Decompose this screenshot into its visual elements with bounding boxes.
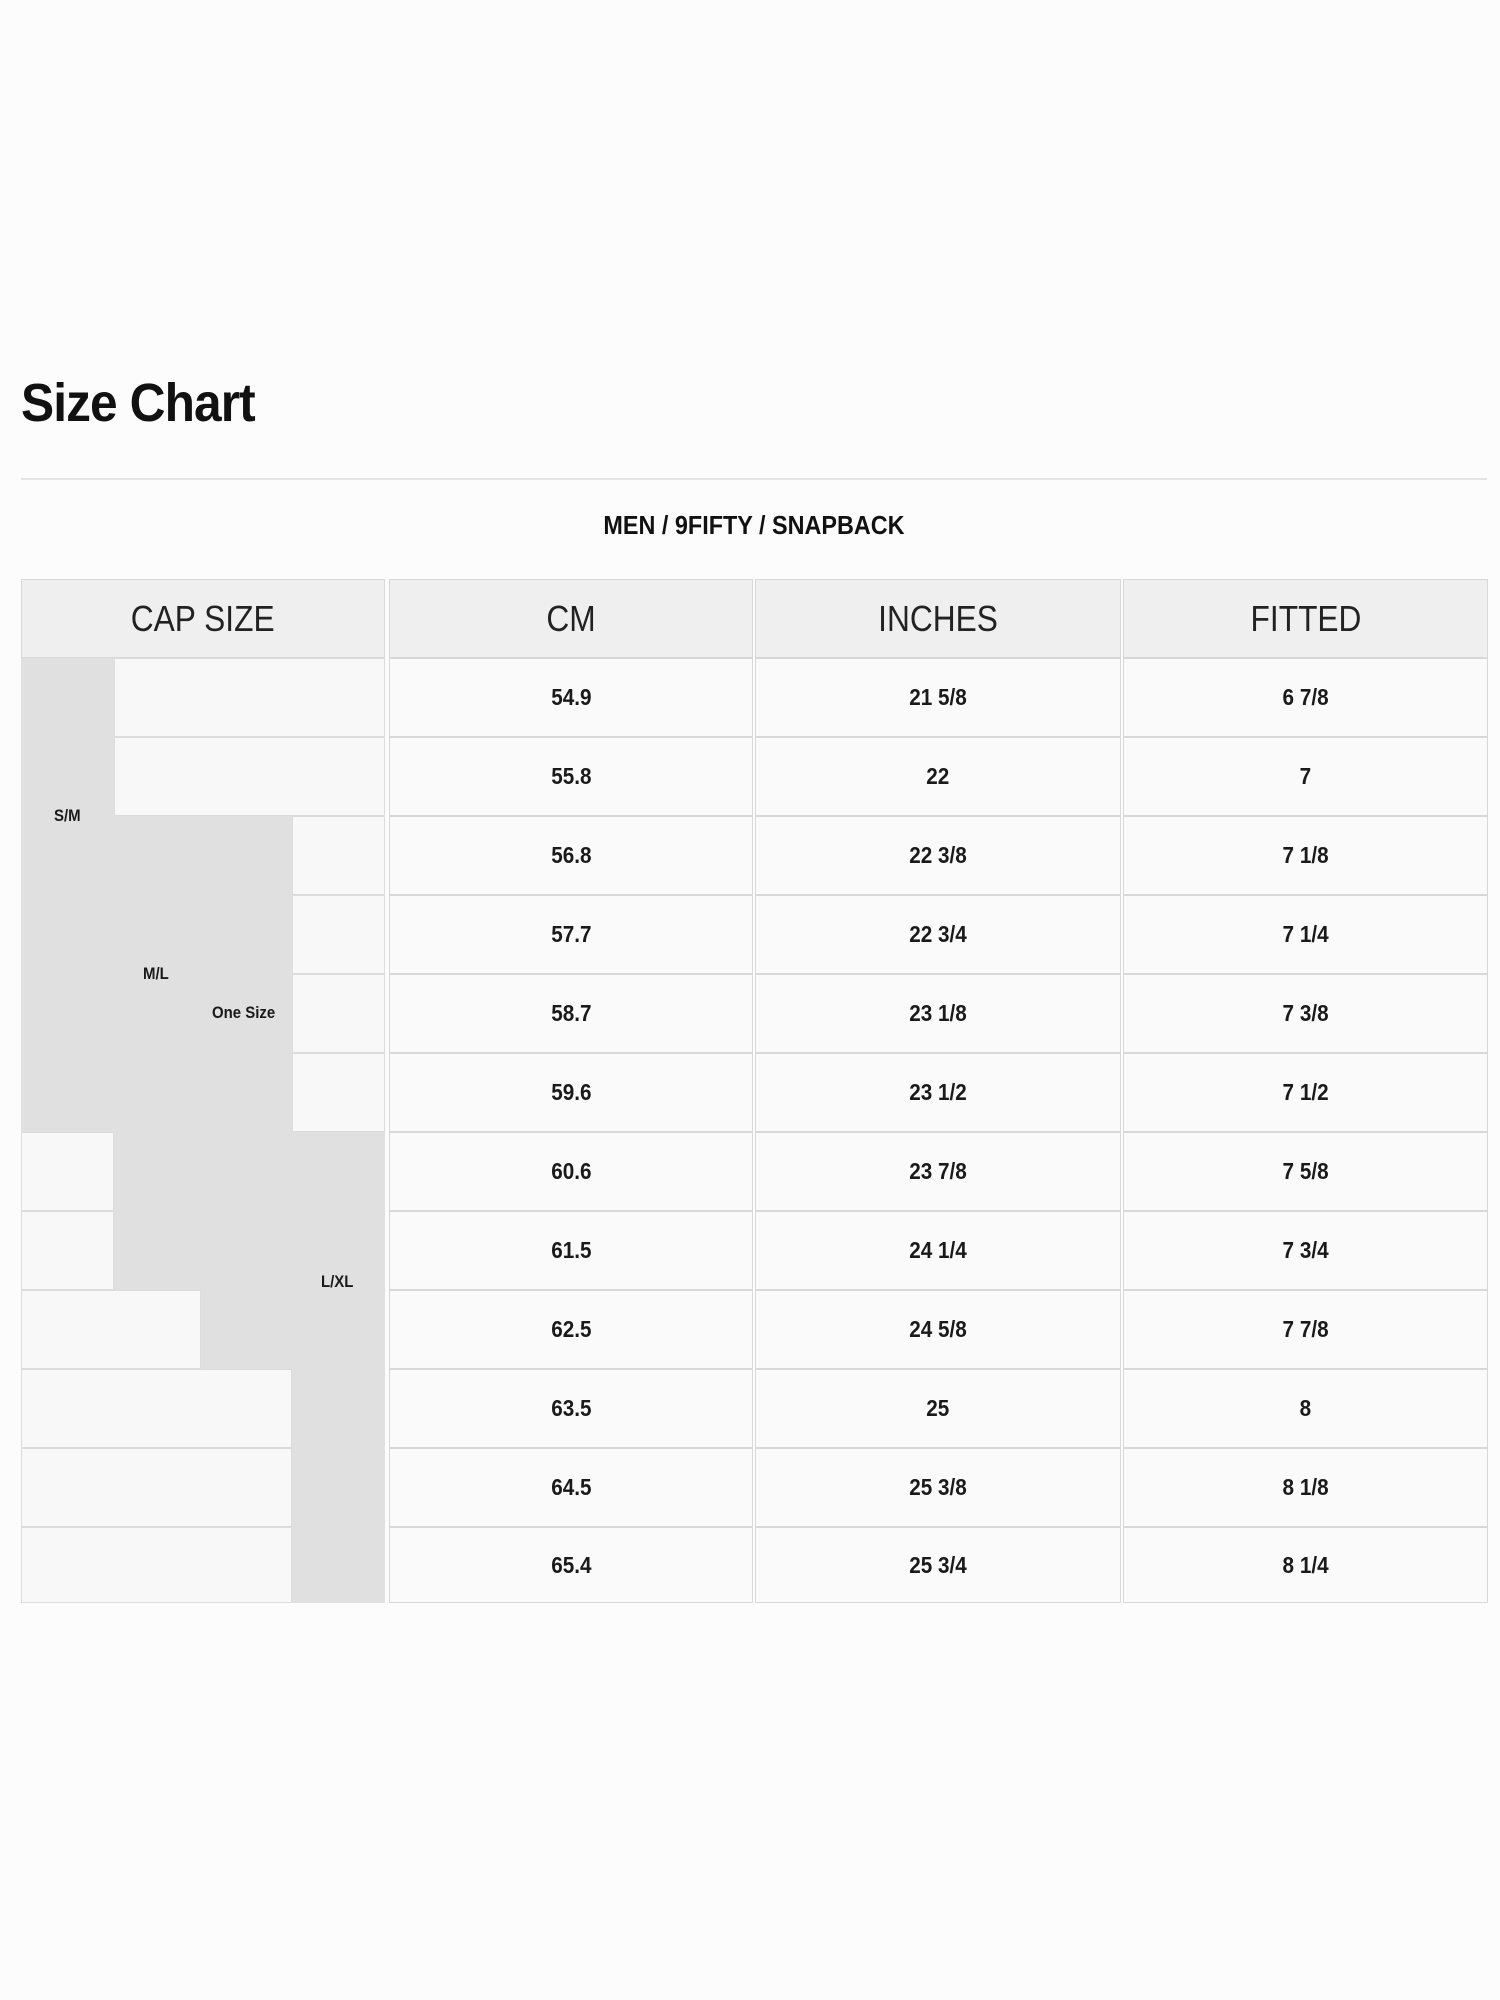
cap-empty-cell — [114, 658, 385, 737]
cm-cell: 62.5 — [389, 1290, 753, 1369]
cap-empty-cell — [21, 1290, 201, 1369]
header-cap-size: CAP SIZE — [21, 579, 385, 658]
inches-cell: 23 7/8 — [755, 1132, 1121, 1211]
cap-empty-cell — [21, 1527, 292, 1603]
cm-cell: 65.4 — [389, 1527, 753, 1603]
cap-size-label-sm: S/M — [54, 806, 81, 825]
inches-cell: 22 3/4 — [755, 895, 1121, 974]
cap-empty-cell — [292, 974, 385, 1053]
cm-cell: 54.9 — [389, 658, 753, 737]
page-title: Size Chart — [21, 373, 255, 433]
inches-cell: 25 — [755, 1369, 1121, 1448]
cm-cell: 58.7 — [389, 974, 753, 1053]
fitted-cell: 6 7/8 — [1123, 658, 1488, 737]
cm-cell: 56.8 — [389, 816, 753, 895]
header-inches: INCHES — [755, 579, 1121, 658]
size-chart-table — [21, 579, 1488, 1603]
inches-cell: 23 1/8 — [755, 974, 1121, 1053]
cm-cell: 55.8 — [389, 737, 753, 816]
cap-empty-cell — [21, 1211, 114, 1290]
cm-cell: 64.5 — [389, 1448, 753, 1527]
fitted-cell: 8 1/4 — [1123, 1527, 1488, 1603]
inches-cell: 21 5/8 — [755, 658, 1121, 737]
fitted-cell: 7 1/8 — [1123, 816, 1488, 895]
inches-cell: 25 3/4 — [755, 1527, 1121, 1603]
fitted-cell: 7 3/4 — [1123, 1211, 1488, 1290]
fitted-cell: 7 — [1123, 737, 1488, 816]
cap-empty-cell — [21, 1448, 292, 1527]
fitted-cell: 7 7/8 — [1123, 1290, 1488, 1369]
cap-empty-cell — [292, 1053, 385, 1132]
cap-size-region — [21, 658, 385, 1603]
cm-cell: 59.6 — [389, 1053, 753, 1132]
fitted-cell: 7 1/4 — [1123, 895, 1488, 974]
cm-cell: 63.5 — [389, 1369, 753, 1448]
cm-cell: 60.6 — [389, 1132, 753, 1211]
inches-cell: 22 3/8 — [755, 816, 1121, 895]
cap-size-label-lxl: L/XL — [321, 1272, 354, 1291]
inches-cell: 24 1/4 — [755, 1211, 1121, 1290]
fitted-cell: 8 1/8 — [1123, 1448, 1488, 1527]
fitted-cell: 7 1/2 — [1123, 1053, 1488, 1132]
cm-cell: 61.5 — [389, 1211, 753, 1290]
fitted-cell: 8 — [1123, 1369, 1488, 1448]
title-divider — [21, 478, 1487, 480]
cap-empty-cell — [21, 1132, 114, 1211]
header-cm: CM — [389, 579, 753, 658]
cap-empty-cell — [21, 1369, 292, 1448]
inches-cell: 24 5/8 — [755, 1290, 1121, 1369]
cap-empty-cell — [292, 895, 385, 974]
cap-empty-cell — [114, 737, 385, 816]
header-fitted: FITTED — [1123, 579, 1488, 658]
cm-cell: 57.7 — [389, 895, 753, 974]
cap-size-label-ml: M/L — [143, 964, 169, 983]
inches-cell: 22 — [755, 737, 1121, 816]
fitted-cell: 7 3/8 — [1123, 974, 1488, 1053]
inches-cell: 23 1/2 — [755, 1053, 1121, 1132]
cap-size-label-one-size: One Size — [212, 1003, 276, 1022]
inches-cell: 25 3/8 — [755, 1448, 1121, 1527]
cap-empty-cell — [292, 816, 385, 895]
chart-subtitle: MEN / 9FIFTY / SNAPBACK — [603, 510, 905, 540]
fitted-cell: 7 5/8 — [1123, 1132, 1488, 1211]
